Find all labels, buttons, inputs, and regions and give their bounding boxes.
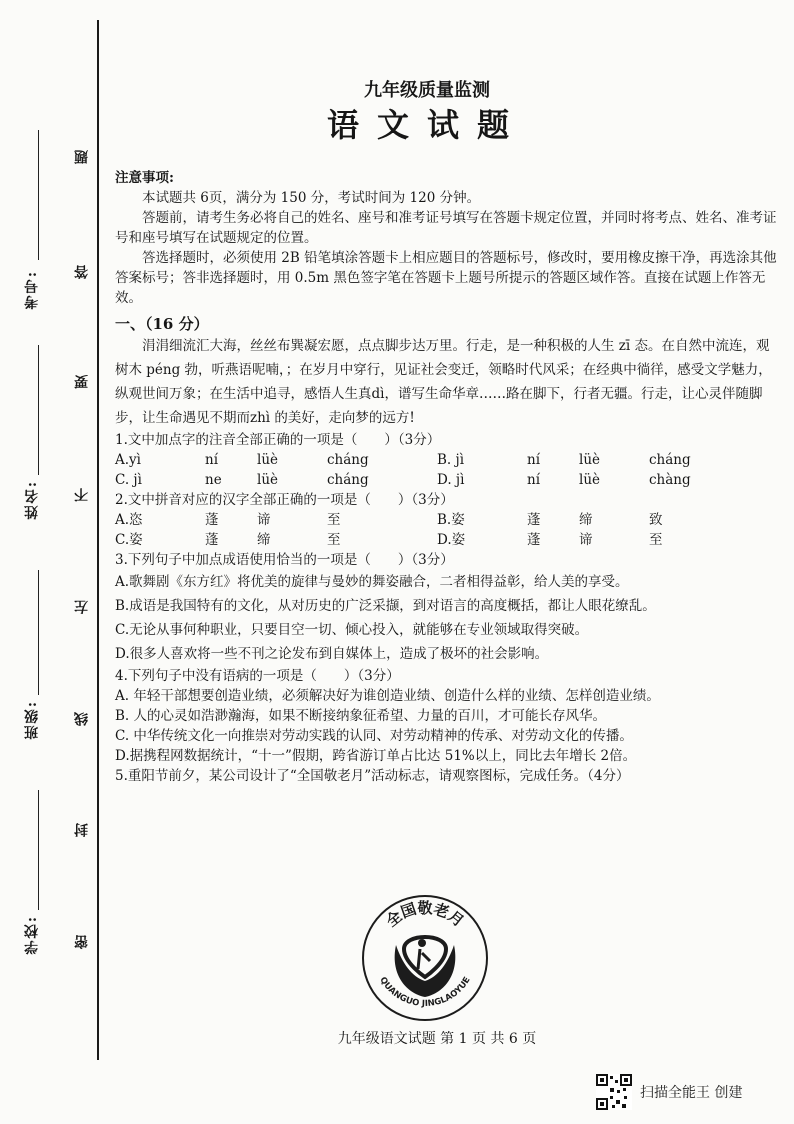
q1-option-d-3: lüè xyxy=(579,472,601,488)
logo-bottom-text: QUANGUO JINGLAOYUE xyxy=(377,975,473,1010)
q1-option-b-2: ní xyxy=(527,452,541,468)
q3-option: D.很多人喜欢将一些不刊之论发布到自媒体上，造成了极坏的社会影响。 xyxy=(115,646,549,662)
q2-option-d-1: D.姿 xyxy=(437,532,466,548)
question-4-stem: 4.下列句子中没有语病的一项是（ ）（3分） xyxy=(115,668,400,684)
q4-option: C. 中华传统文化一向推崇对劳动实践的认同、对劳动精神的传承、对劳动文化的传播。 xyxy=(115,728,633,744)
seal-char: 题 xyxy=(74,150,90,164)
q2-option-b-4: 致 xyxy=(649,512,663,528)
q1-option-a-4: cháng xyxy=(327,452,369,468)
q1-option-d-2: ní xyxy=(527,472,541,488)
notice-item: 本试题共 6页，满分为 150 分，考试时间为 120 分钟。 xyxy=(142,190,481,206)
national-elderly-month-logo xyxy=(360,893,490,1023)
q2-option-d-2: 蓬 xyxy=(527,532,541,548)
q1-option-a-3: lüè xyxy=(257,452,279,468)
q3-option: B.成语是我国特有的文化，从对历史的广泛采撷，到对语言的高度概括，都让人眼花缭乱。 xyxy=(115,598,656,614)
q2-option-b-3: 缔 xyxy=(579,512,593,528)
exam-subtitle: 九年级质量监测 xyxy=(364,80,490,101)
question-5-stem: 5.重阳节前夕，某公司设计了“全国敬老月”活动标志，请观察图标，完成任务。（4分） xyxy=(115,768,630,784)
question-2-options-row xyxy=(115,510,780,530)
q4-option: B. 人的心灵如浩渺瀚海，如果不断接纳象征希望、力量的百川，才可能长存风华。 xyxy=(115,708,607,724)
page-footer: 九年级语文试题 第 1 页 共 6 页 xyxy=(337,1031,537,1047)
exam-number-blank xyxy=(38,130,39,260)
q2-option-a-3: 谛 xyxy=(257,512,271,528)
question-2-stem: 2.文中拼音对应的汉字全部正确的一项是（ ）（3分） xyxy=(115,492,454,508)
q2-option-b-1: B.姿 xyxy=(437,512,465,528)
binding-line xyxy=(97,20,99,1060)
q1-option-d-4: chàng xyxy=(649,472,691,488)
exam-number-label: 考号: xyxy=(24,270,40,310)
scanner-watermark: 扫描全能王 创建 xyxy=(640,1085,743,1101)
seal-char: 答 xyxy=(74,265,90,279)
question-1-stem: 1.文中加点字的注音全部正确的一项是（ ）（3分） xyxy=(115,432,441,448)
notice-item: 答题前，请考生务必将自己的姓名、座号和准考证号填写在答题卡规定位置，并同时将考点、姓名、准考证号和座号填写在试题规定的位置。 xyxy=(115,210,777,246)
seal-char: 要 xyxy=(74,375,90,389)
seal-char: 左 xyxy=(74,600,90,614)
exam-body xyxy=(115,168,780,786)
q3-option: C.无论从事何种职业，只要目空一切、倾心投入，就能够在专业领域取得突破。 xyxy=(115,622,589,638)
name-blank xyxy=(38,345,39,475)
q4-option: D.据携程网数据统计，“十一”假期，跨省游订单占比达 51%以上，同比去年增长 2倍。 xyxy=(115,748,637,764)
seal-char: 不 xyxy=(74,488,90,502)
q2-option-a-2: 蓬 xyxy=(205,512,219,528)
seal-char: 封 xyxy=(74,823,90,837)
q2-option-d-4: 至 xyxy=(649,532,663,548)
logo-elder-figure-icon xyxy=(418,949,430,969)
q2-option-c-1: C.姿 xyxy=(115,532,143,548)
q1-option-d-1: D. jì xyxy=(437,472,465,488)
q1-option-b-1: B. jì xyxy=(437,452,465,468)
q1-option-c-3: lüè xyxy=(257,472,279,488)
q1-option-b-3: lüè xyxy=(579,452,601,468)
section-title: 一、（16 分） xyxy=(115,315,209,333)
q1-option-a-2: ní xyxy=(205,452,219,468)
q1-option-c-4: cháng xyxy=(327,472,369,488)
q1-option-c-2: ne xyxy=(205,472,222,488)
seal-char: 线 xyxy=(74,712,90,726)
question-1-options-row xyxy=(115,450,780,470)
school-blank xyxy=(38,790,39,910)
q2-option-a-1: A.恣 xyxy=(115,512,143,528)
question-3-stem: 3.下列句子中加点成语使用恰当的一项是（ ）（3分） xyxy=(115,552,454,568)
class-blank xyxy=(38,570,39,695)
q2-option-a-4: 至 xyxy=(327,512,341,528)
q4-option: A. 年轻干部想要创造业绩，必须解决好为谁创造业绩、创造什么样的业绩、怎样创造业绩。 xyxy=(115,688,660,704)
notice-item: 答选择题时，必须使用 2B 铅笔填涂答题卡上相应题目的答题标号，修改时，要用橡皮擦干净，再选涂其他答案标号；答非选择题时，用 0.5m 黑色签字笔在答题卡上题号所提示的答题区域作答。直接在试题上作答无效。 xyxy=(115,250,777,306)
q2-option-c-2: 蓬 xyxy=(205,532,219,548)
passage: 涓涓细流汇大海，丝丝布巽凝宏愿，点点脚步达万里。行走，是一种积极的人生 zī 态。在自然中流连，观树木 péng 勃，听燕语呢喃，；在岁月中穿行，见证社会变迁，领略时代风采；在经典中徜徉，感受文学魅力，纵观世间万象；在生活中追寻，感悟人生真dì，谱写生命华章……路在脚下，行者无疆。行走，让心灵伴随脚步，让生命遇见不期而zhì 的美好，走向梦的远方! xyxy=(115,338,772,426)
seal-char: 密 xyxy=(74,935,90,949)
q2-option-c-3: 缔 xyxy=(257,532,271,548)
school-label: 学校: xyxy=(24,915,40,955)
question-1-options-row xyxy=(115,470,780,490)
q3-option: A.歌舞剧《东方红》将优美的旋律与曼妙的舞姿融合，二者相得益彰，给人美的享受。 xyxy=(115,574,629,590)
q1-option-c-1: C. jì xyxy=(115,472,142,488)
notice-heading: 注意事项: xyxy=(115,170,174,186)
q2-option-c-4: 至 xyxy=(327,532,341,548)
name-label: 姓名: xyxy=(24,480,40,520)
q2-option-b-2: 蓬 xyxy=(527,512,541,528)
qr-code-icon xyxy=(596,1074,632,1110)
q2-option-d-3: 谛 xyxy=(579,532,593,548)
exam-title: 语文试题 xyxy=(326,106,527,144)
logo-top-text: 全国敬老月 xyxy=(382,899,468,931)
q1-option-b-4: cháng xyxy=(649,452,691,468)
class-label: 班级: xyxy=(24,700,40,740)
question-2-options-row xyxy=(115,530,780,550)
q1-option-a-1: A.yì xyxy=(115,452,141,468)
